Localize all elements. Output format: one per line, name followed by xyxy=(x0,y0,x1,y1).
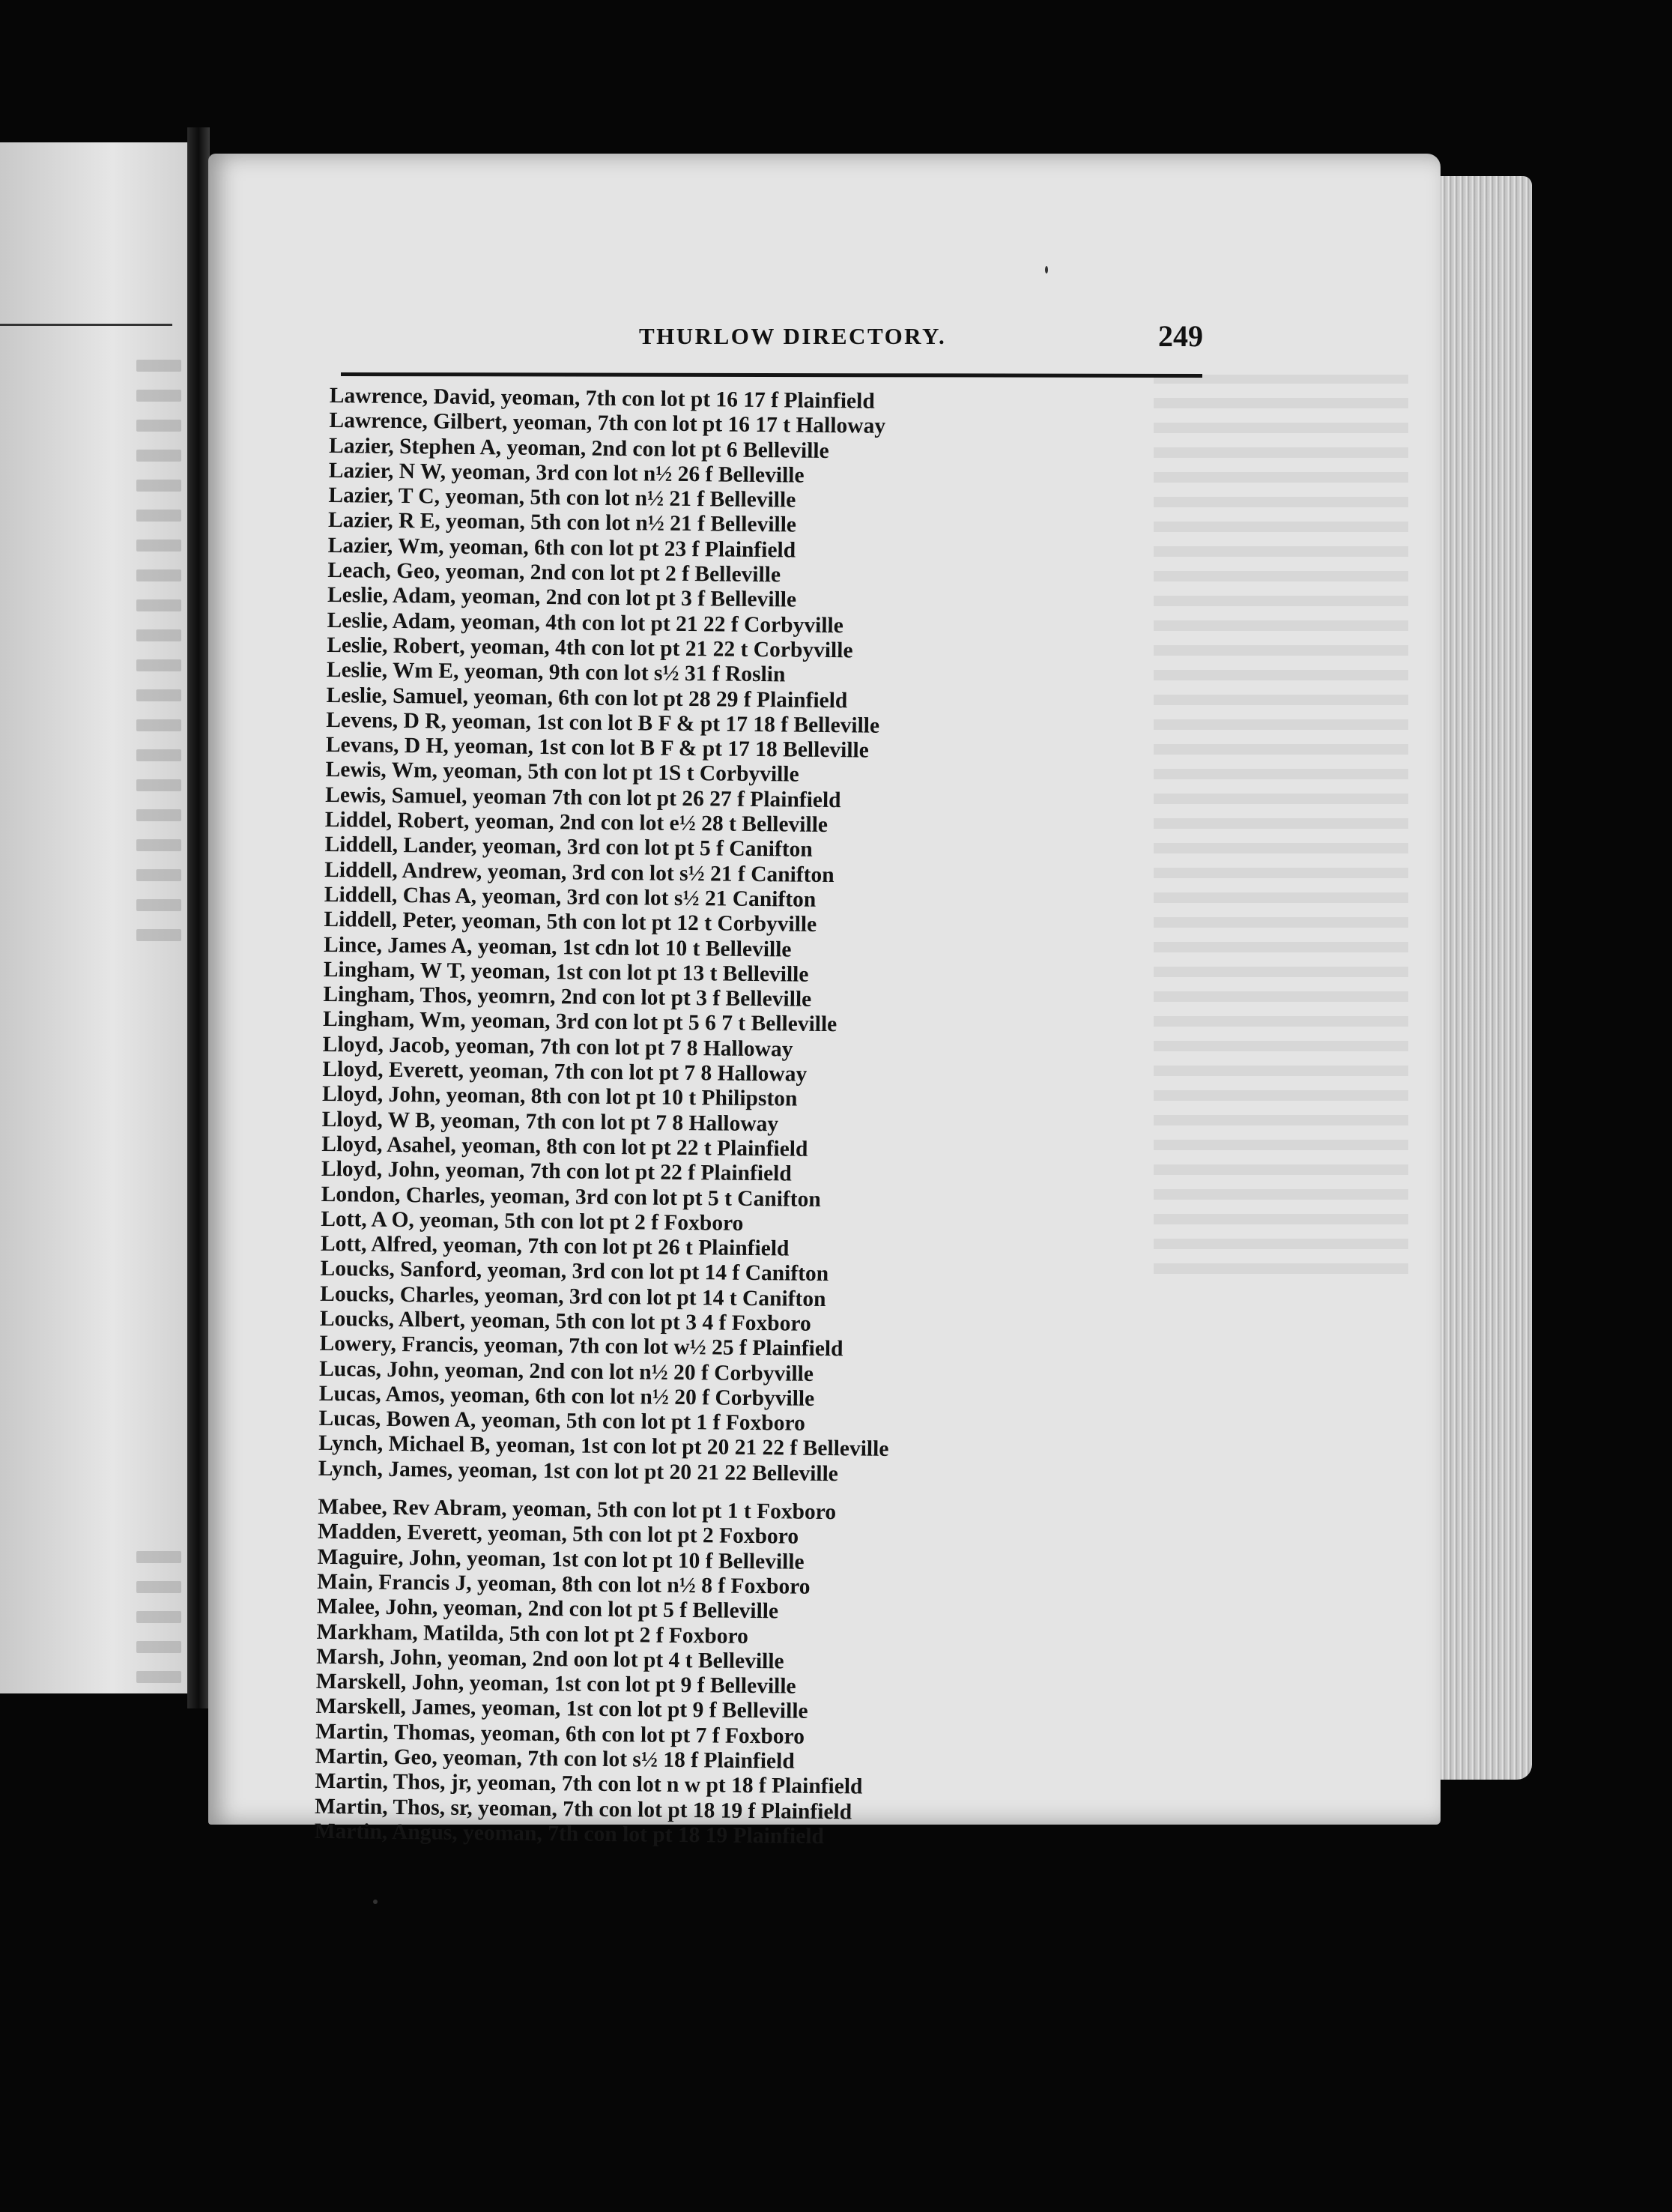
directory-entry: Levens, D R, yeoman, 1st con lot B F & pt 17 18 f Belleville xyxy=(326,707,880,738)
directory-entry: Leslie, Adam, yeoman, 2nd con lot pt 3 f Belleville xyxy=(327,583,797,612)
previous-page-header-rule xyxy=(0,324,172,326)
directory-entry: Leslie, Adam, yeoman, 4th con lot pt 21 22 f Corbyville xyxy=(327,608,843,638)
directory-entry: London, Charles, yeoman, 3rd con lot pt 5 t Canifton xyxy=(321,1182,821,1212)
directory-entry: Lynch, James, yeoman, 1st con lot pt 20 21 22 Belleville xyxy=(318,1456,839,1486)
previous-page-text-fragment xyxy=(136,689,181,701)
directory-entry: Lawrence, Gilbert, yeoman, 7th con lot pt 16 17 t Halloway xyxy=(329,408,886,439)
previous-page-text-fragment xyxy=(136,360,181,372)
previous-page-text-fragment xyxy=(136,1551,181,1563)
directory-entry: Madden, Everett, yeoman, 5th con lot pt 2 Foxboro xyxy=(317,1520,799,1549)
directory-entry: Lynch, Michael B, yeoman, 1st con lot pt 20 21 22 f Belleville xyxy=(318,1431,889,1462)
directory-entry: Leach, Geo, yeoman, 2nd con lot pt 2 f Belleville xyxy=(327,558,781,587)
directory-entry: Leslie, Wm E, yeoman, 9th con lot s½ 31 f Roslin xyxy=(326,658,786,687)
directory-entry: Lloyd, W B, yeoman, 7th con lot pt 7 8 Halloway xyxy=(321,1107,779,1136)
directory-entry: Loucks, Albert, yeoman, 5th con lot pt 3 4 f Foxboro xyxy=(319,1306,811,1336)
directory-entry: Malee, John, yeoman, 2nd con lot pt 5 f Belleville xyxy=(316,1595,779,1624)
directory-entry: Lloyd, John, yeoman, 8th con lot pt 10 t Philipston xyxy=(321,1082,798,1111)
directory-entry: Lawrence, David, yeoman, 7th con lot pt 16 17 f Plainfield xyxy=(329,384,875,414)
directory-entry: Lucas, John, yeoman, 2nd con lot n½ 20 f Corbyville xyxy=(319,1356,814,1386)
directory-entry: Lucas, Bowen A, yeoman, 5th con lot pt 1 f Foxboro xyxy=(318,1406,805,1436)
directory-entry: Lazier, R E, yeoman, 5th con lot n½ 21 f Belleville xyxy=(327,508,797,538)
previous-page-text-fragment xyxy=(136,540,181,552)
directory-entry: Lucas, Amos, yeoman, 6th con lot n½ 20 f Corbyville xyxy=(318,1381,815,1411)
directory-entry: Martin, Geo, yeoman, 7th con lot s½ 18 f Plainfield xyxy=(315,1744,795,1774)
directory-entry: Liddel, Robert, yeoman, 2nd con lot e½ 28 t Belleville xyxy=(324,808,829,838)
previous-page-text-fragment xyxy=(136,1671,181,1683)
directory-entry: Marskell, James, yeoman, 1st con lot pt 9 f Belleville xyxy=(315,1694,808,1724)
directory-entry: Lloyd, Everett, yeoman, 7th con lot pt 7 8 Halloway xyxy=(322,1057,808,1087)
previous-page-text-fragment xyxy=(136,929,181,941)
previous-page-text-fragment xyxy=(136,749,181,761)
directory-entry: Martin, Thomas, yeoman, 6th con lot pt 7 f Foxboro xyxy=(315,1719,805,1749)
directory-entry: Martin, Thos, sr, yeoman, 7th con lot pt 18 19 f Plainfield xyxy=(314,1794,852,1825)
directory-entry: Martin, Thos, jr, yeoman, 7th con lot n w pt 18 f Plainfield xyxy=(315,1769,863,1799)
directory-entry: Markham, Matilda, 5th con lot pt 2 f Foxboro xyxy=(316,1619,749,1649)
previous-page-text-fragment xyxy=(136,1611,181,1623)
directory-entry: Lloyd, Jacob, yeoman, 7th con lot pt 7 8 Halloway xyxy=(322,1032,793,1062)
previous-page-text-fragment xyxy=(136,599,181,611)
directory-entry: Lott, A O, yeoman, 5th con lot pt 2 f Foxboro xyxy=(321,1206,744,1236)
directory-entry: Loucks, Charles, yeoman, 3rd con lot pt 14 t Canifton xyxy=(320,1281,826,1311)
previous-page-text-fragment xyxy=(136,1641,181,1653)
directory-entry: Marsh, John, yeoman, 2nd oon lot pt 4 t Belleville xyxy=(316,1644,784,1674)
directory-entry: Lloyd, Asahel, yeoman, 8th con lot pt 22 t Plainfield xyxy=(321,1131,808,1161)
directory-entry: Main, Francis J, yeoman, 8th con lot n½ 8 f Foxboro xyxy=(317,1569,811,1599)
directory-entry: Maguire, John, yeoman, 1st con lot pt 10 f Belleville xyxy=(317,1544,805,1574)
directory-entry: Leslie, Robert, yeoman, 4th con lot pt 21 22 t Corbyville xyxy=(327,632,853,663)
running-head-title: THURLOW DIRECTORY. xyxy=(639,323,947,349)
directory-entry: Marskell, John, yeoman, 1st con lot pt 9 f Belleville xyxy=(315,1669,796,1699)
previous-page-text-fragment xyxy=(136,390,181,402)
directory-entry: Lewis, Wm, yeoman, 5th con lot pt 1S t Corbyville xyxy=(325,758,799,788)
previous-page-text-fragment xyxy=(136,480,181,492)
directory-entry: Lazier, Wm, yeoman, 6th con lot pt 23 f Plainfield xyxy=(327,533,796,563)
directory-entry: Liddell, Andrew, yeoman, 3rd con lot s½ 21 f Canifton xyxy=(324,857,835,887)
directory-entry: Mabee, Rev Abram, yeoman, 5th con lot pt 1 t Foxboro xyxy=(318,1494,837,1525)
directory-entry: Lott, Alfred, yeoman, 7th con lot pt 26 t Plainfield xyxy=(320,1232,790,1261)
directory-entry: Lingham, Thos, yeomrn, 2nd con lot pt 3 f Belleville xyxy=(323,982,812,1012)
directory-entry: Lazier, T C, yeoman, 5th con lot n½ 21 f Belleville xyxy=(328,483,796,513)
page-header xyxy=(343,318,1203,357)
previous-page-text-fragment xyxy=(136,450,181,462)
directory-entry: Lloyd, John, yeoman, 7th con lot pt 22 f Plainfield xyxy=(321,1157,792,1186)
previous-page-text-fragment xyxy=(136,809,181,821)
book-fore-edge xyxy=(1435,176,1532,1780)
directory-entry: Liddell, Lander, yeoman, 3rd con lot pt 5 f Canifton xyxy=(324,832,813,862)
previous-page-text-fragment xyxy=(136,839,181,851)
directory-entry: Lazier, Stephen A, yeoman, 2nd con lot pt 6 Belleville xyxy=(328,433,829,463)
page-speck xyxy=(373,1900,378,1904)
previous-page-text-fragment xyxy=(136,1581,181,1593)
directory-entry: Lazier, N W, yeoman, 3rd con lot n½ 26 f Belleville xyxy=(328,458,805,488)
previous-page-text-fragment xyxy=(136,420,181,432)
directory-entry: Lowery, Francis, yeoman, 7th con lot w½ 25 f Plainfield xyxy=(319,1332,843,1362)
directory-entry: Lewis, Samuel, yeoman 7th con lot pt 26 27 f Plainfield xyxy=(325,782,841,812)
directory-entry: Lingham, Wm, yeoman, 3rd con lot pt 5 6 7 t Belleville xyxy=(322,1007,837,1037)
directory-entry: Lince, James A, yeoman, 1st cdn lot 10 t Belleville xyxy=(323,932,792,962)
previous-page-text-fragment xyxy=(136,659,181,671)
directory-entry: Liddell, Chas A, yeoman, 3rd con lot s½ 21 Canifton xyxy=(324,882,817,912)
previous-page-text-fragment xyxy=(136,629,181,641)
previous-page-text-fragment xyxy=(136,779,181,791)
previous-page-text-fragment xyxy=(136,869,181,881)
directory-entry: Levans, D H, yeoman, 1st con lot B F & pt 17 18 Belleville xyxy=(325,733,869,763)
directory-entry: Lingham, W T, yeoman, 1st con lot pt 13 t Belleville xyxy=(323,957,809,987)
previous-page-edge xyxy=(0,142,187,1693)
directory-entry: Martin, Angus, yeoman, 7th con lot pt 18 19 Plainfield xyxy=(314,1819,825,1849)
previous-page-text-fragment xyxy=(136,899,181,911)
previous-page-text-fragment xyxy=(136,510,181,522)
directory-entry: Loucks, Sanford, yeoman, 3rd con lot pt 14 f Canifton xyxy=(320,1257,829,1287)
previous-page-text-fragment xyxy=(136,569,181,581)
page-speck xyxy=(1045,266,1048,274)
directory-entry: Leslie, Samuel, yeoman, 6th con lot pt 28 29 f Plainfield xyxy=(326,683,848,713)
directory-entries xyxy=(315,384,1378,1855)
book-gutter xyxy=(187,127,210,1708)
directory-entry: Liddell, Peter, yeoman, 5th con lot pt 12 t Corbyville xyxy=(324,907,817,937)
previous-page-text-fragment xyxy=(136,719,181,731)
page-number: 249 xyxy=(1158,319,1203,353)
